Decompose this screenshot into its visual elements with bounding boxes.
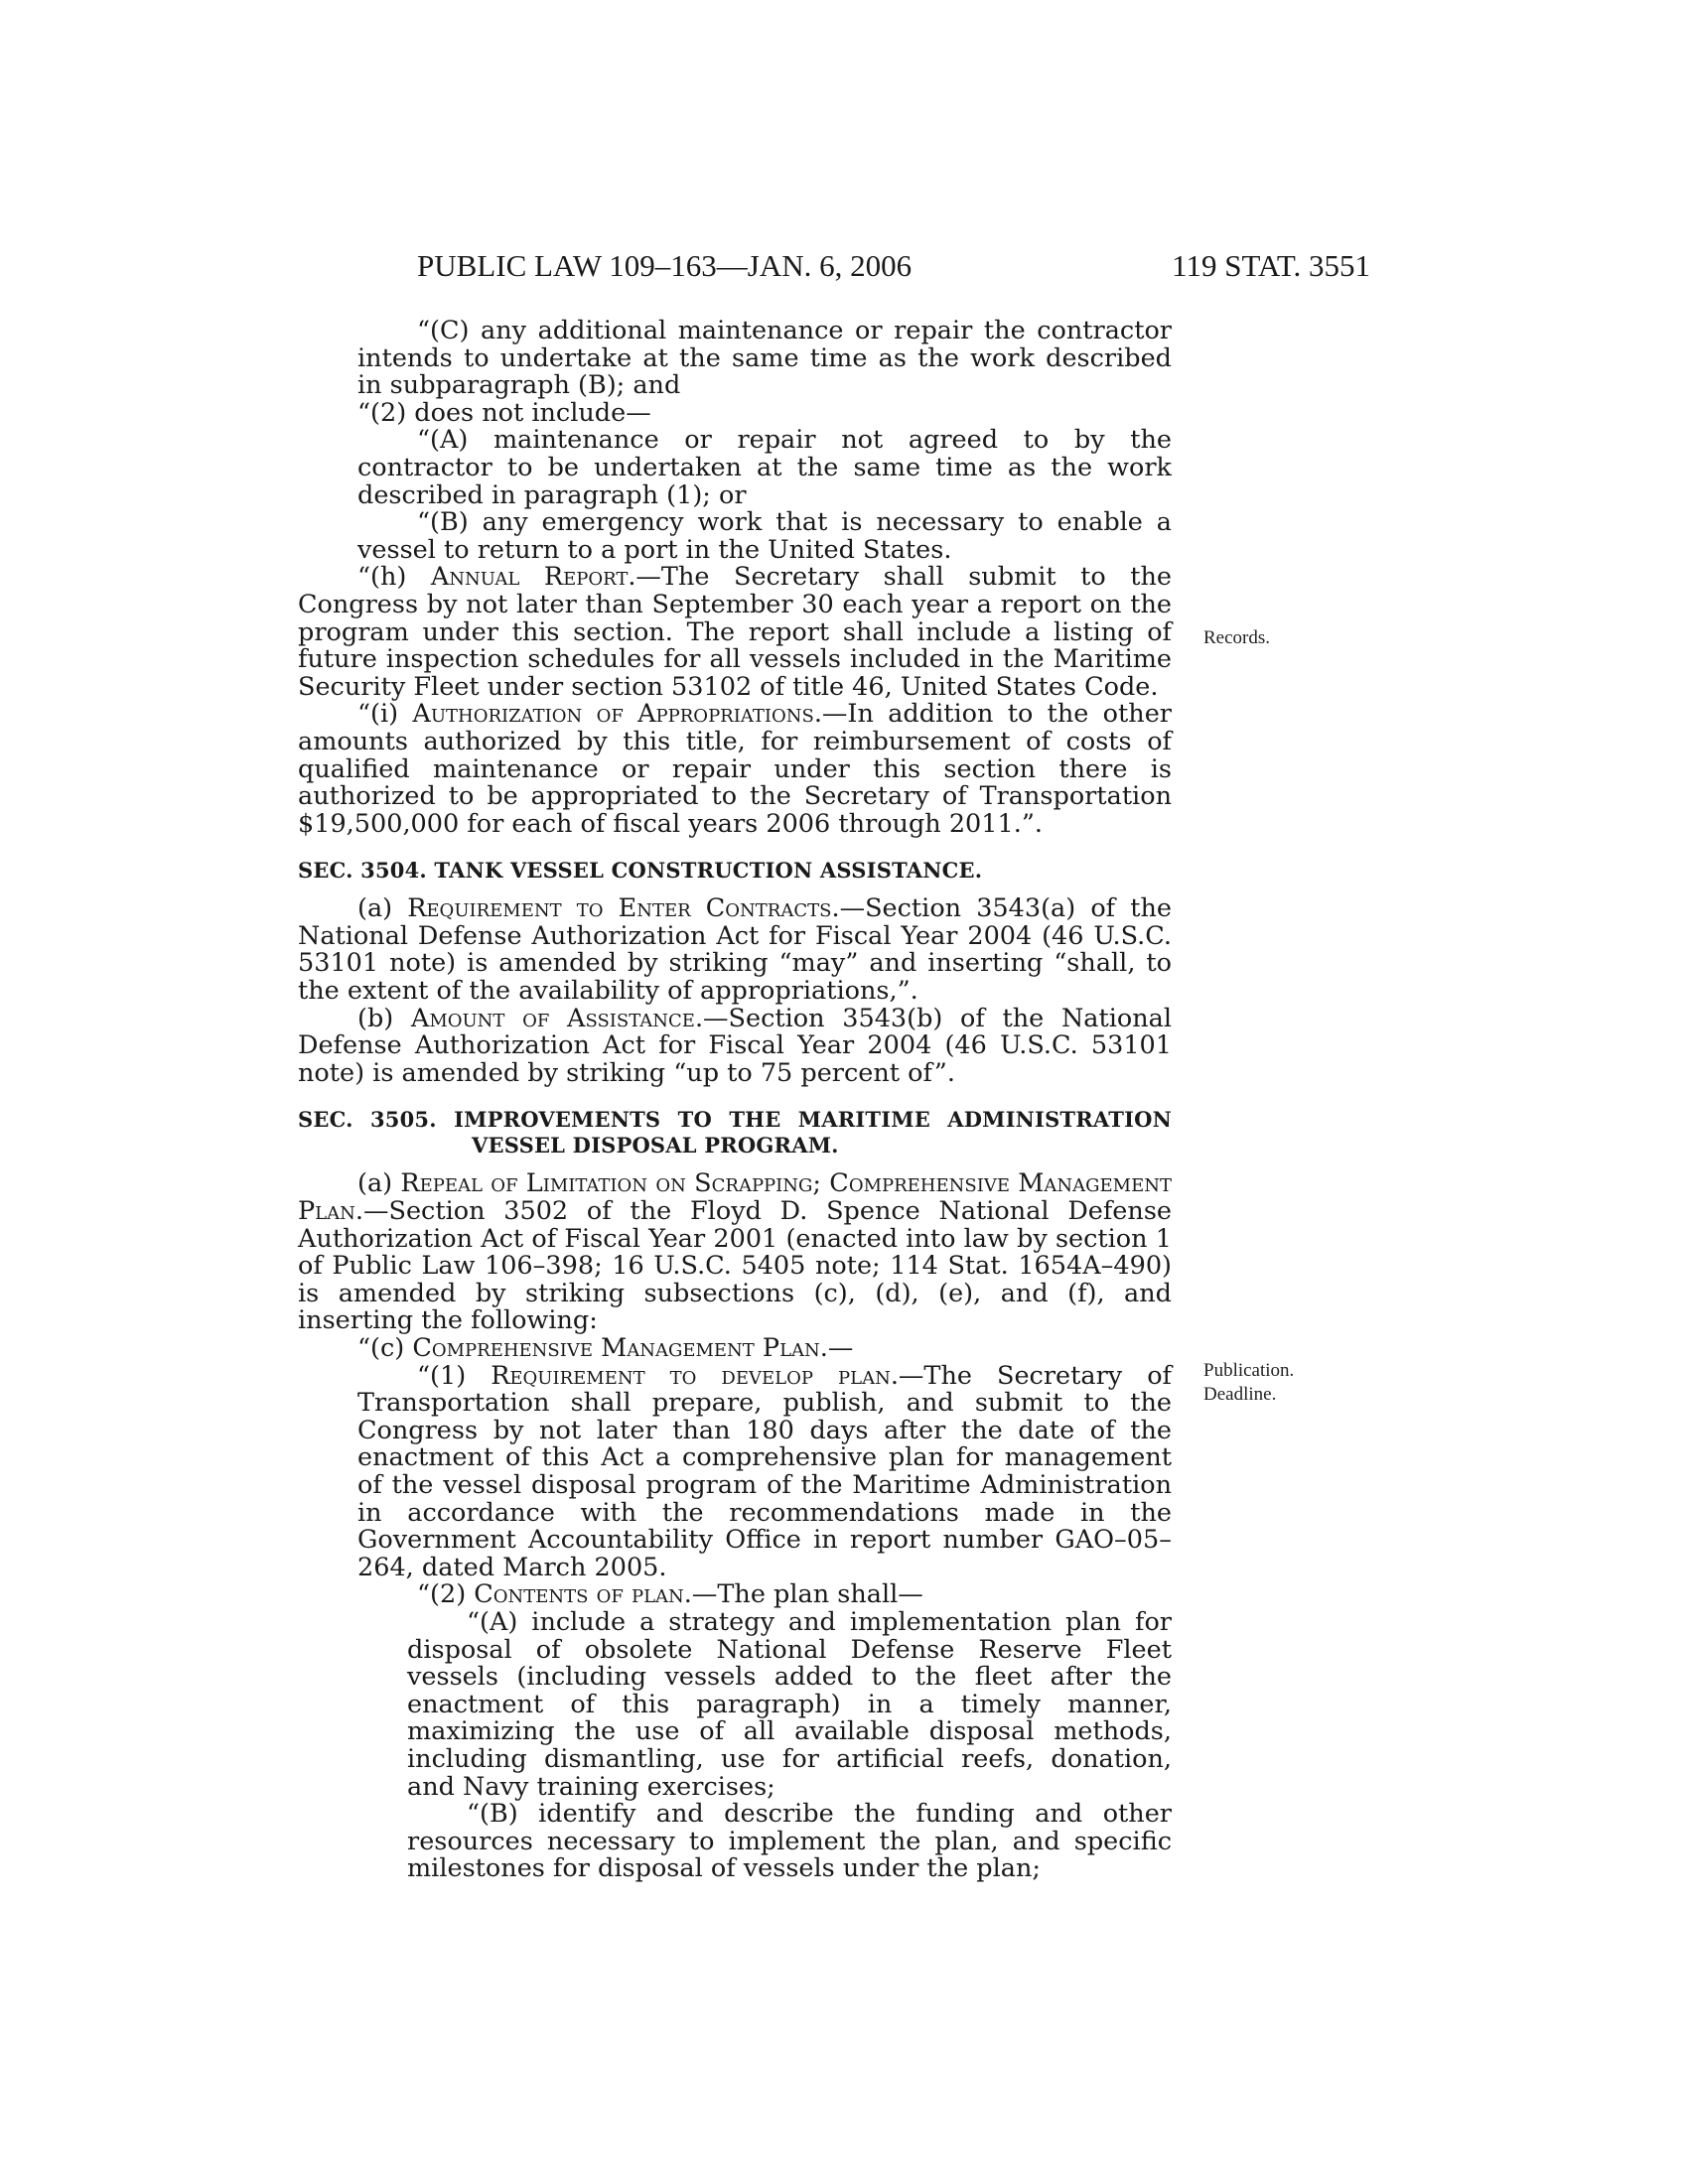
section-3504-b [298, 1003, 1172, 1088]
section-3504-b-text: .—Section 3543(b) of the National Defense Authorization Act for Fiscal Year 2004 (46 U.S.C. 53101 note) is amended by striking “up to 75 percent of”. [298, 1003, 1172, 1088]
paragraph-c2-marker: “(2) [417, 1579, 475, 1610]
paragraph-g2b: “(B) any emergency work that is necessary to enable a vessel to return to a port in the United States. [357, 507, 1172, 565]
paragraph-c2-text: .—The plan shall— [683, 1579, 923, 1610]
subsection-i-heading: Authorization of Appropriations [412, 699, 814, 730]
paragraph-c2a: “(A) include a strategy and implementation plan for disposal of obsolete National Defense Reserve Fleet vessels (including vessels added to the fleet after the enactment of this paragraph) in a timely manner, maximizing the use of all available disposal methods, including dismantling, use for artificial reefs, donation, and Navy training exercises; [407, 1606, 1172, 1802]
section-3505-heading: SEC. 3505. IMPROVEMENTS TO THE MARITIME ADMINISTRATION VESSEL DISPOSAL PROGRAM. [298, 1107, 1172, 1159]
section-3504-a-marker: (a) [357, 893, 408, 924]
running-head-title: PUBLIC LAW 109–163—JAN. 6, 2006 [417, 248, 913, 283]
paragraph-c2 [298, 1581, 1172, 1609]
subsection-c-text: .— [819, 1333, 854, 1363]
section-3504-a-text: .—Section 3543(a) of the National Defense Authorization Act for Fiscal Year 2004 (46 U.S.C. 53101 note) is amended by striking “may” and inserting “shall, to the extent of the availability of appropriations,”. [298, 893, 1172, 1007]
paragraph-g2: “(2) does not include— [357, 397, 651, 428]
section-3505-a-heading: Repeal of Limitation on Scrapping; Comprehensive Management Plan [298, 1168, 1172, 1227]
subsection-i-authorization [298, 701, 1172, 838]
paragraph-c1 [298, 1360, 1172, 1582]
section-3505-a [298, 1170, 1172, 1335]
margin-note-publication: Publication. [1203, 1360, 1295, 1381]
subsection-c-plan [298, 1335, 1172, 1363]
section-3505-a-marker: (a) [357, 1168, 401, 1199]
paragraph-c2b: “(B) identify and describe the funding and other resources necessary to implement the plan, and specific milestones for disposal of vessels under the plan; [407, 1799, 1172, 1884]
paragraph-c1-text: .—The Secretary of Transportation shall prepare, publish, and submit to the Congress by not later than 180 days after the date of the enactment of this Act a comprehensive plan for management of the vessel disposal program of the Maritime Administration in accordance with the recommendations made in the Government Accountability Office in report number GAO–05–264, dated March 2005. [357, 1360, 1172, 1582]
paragraph-g1c: “(C) any additional maintenance or repair the contractor intends to undertake at the same time as the work described in subparagraph (B); and [357, 316, 1172, 401]
subsection-c-heading: Comprehensive Management Plan [412, 1333, 820, 1363]
subsection-h-text: .—The Secretary shall submit to the Congress by not later than September 30 each year a report on the program under this section. The report shall include a listing of future inspection schedules for all vessels included in the Maritime Security Fleet under section 53102 of title 46, United States Code. [298, 562, 1172, 702]
paragraph-g2a: “(A) maintenance or repair not agreed to by the contractor to be undertaken at the same time as the work described in paragraph (1); or [357, 425, 1172, 510]
subsection-h-marker: “(h) [357, 562, 431, 593]
margin-note-deadline: Deadline. [1203, 1384, 1277, 1405]
paragraph-c1-heading: Requirement to develop plan [491, 1360, 891, 1391]
paragraph-c2-heading: Contents of plan [474, 1579, 684, 1610]
subsection-h-annual-report [298, 564, 1172, 701]
margin-note-records: Records. [1203, 627, 1271, 648]
subsection-i-marker: “(i) [357, 699, 413, 730]
section-3504-heading: SEC. 3504. TANK VESSEL CONSTRUCTION ASSISTANCE. [298, 858, 983, 884]
document-body [298, 318, 1172, 1883]
subsection-h-heading: Annual Report [430, 562, 629, 593]
page-number: 119 STAT. 3551 [1172, 248, 1370, 283]
section-3504-a [298, 895, 1172, 1005]
section-3504-b-marker: (b) [357, 1003, 411, 1033]
paragraph-c1-marker: “(1) [417, 1360, 492, 1391]
subsection-c-marker: “(c) [357, 1333, 413, 1363]
section-3505-a-text: .—Section 3502 of the Floyd D. Spence National Defense Authorization Act of Fiscal Year 2001 (enacted into law by section 1 of Public Law 106–398; 16 U.S.C. 5405 note; 114 Stat. 1654A–490) is amended by striking subsections (c), (d), (e), and (f), and inserting the following: [298, 1196, 1172, 1336]
running-head [298, 248, 1370, 288]
section-3504-b-heading: Amount of Assistance [410, 1003, 695, 1033]
section-3504-a-heading: Requirement to Enter Contracts [407, 893, 832, 924]
subsection-i-text: .—In addition to the other amounts authorized by this title, for reimbursement of costs of qualified maintenance or repair under this section there is authorized to be appropriated to the Secretary of Transportation $19,500,000 for each of fiscal years 2006 through 2011.”. [298, 699, 1172, 839]
